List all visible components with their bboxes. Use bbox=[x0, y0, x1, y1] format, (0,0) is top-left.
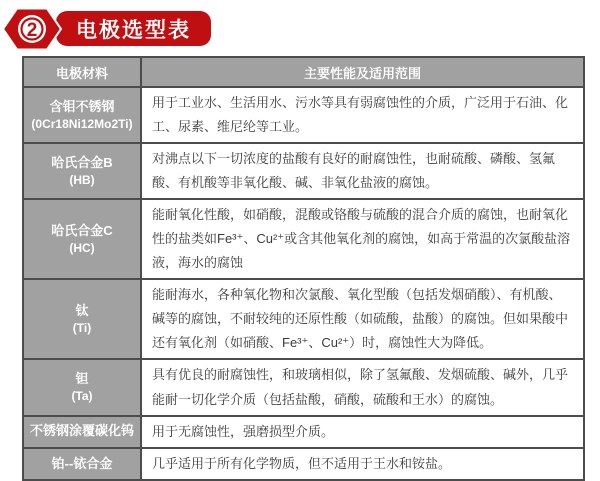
material-cell bbox=[23, 87, 141, 143]
electrode-selection-table bbox=[22, 56, 585, 481]
material-cell bbox=[23, 359, 141, 415]
material-name: 钽 bbox=[75, 371, 89, 387]
material-name: 含钼不锈钢 bbox=[49, 98, 115, 114]
description-cell: 具有优良的耐腐蚀性，和玻璃相似，除了氢氟酸、发烟硫酸、碱外，几乎能耐一切化学介质（包括盐酸，硝酸，硫酸和王水）的腐蚀。 bbox=[141, 359, 584, 415]
table-row bbox=[23, 87, 584, 143]
material-grade: (HB) bbox=[69, 172, 95, 187]
description-cell: 能耐海水，各种氧化物和次氯酸、氧化型酸（包括发烟硝酸）、有机酸、碱等的腐蚀，不耐较纯的还原性酸（如硫酸，盐酸）的腐蚀。但如果酸中还有氧化剂（如硝酸、Fe³⁺、Cu²⁺）时，腐蚀性大为降低。 bbox=[141, 279, 584, 359]
material-name: 不锈钢涂覆碳化钨 bbox=[29, 423, 134, 439]
material-name: 铂--铱合金 bbox=[51, 455, 113, 471]
table-header-row bbox=[23, 57, 584, 87]
column-header-material: 电极材料 bbox=[23, 57, 141, 87]
description-cell: 能耐氧化性酸，如硝酸，混酸或铬酸与硫酸的混合介质的腐蚀，也耐氧化性的盐类如Fe³⁺、Cu²⁺或含其他氧化剂的腐蚀，如高于常温的次氯酸盐溶液，海水的腐蚀 bbox=[141, 199, 584, 279]
table-row bbox=[23, 279, 584, 359]
material-name: 哈氏合金C bbox=[51, 222, 113, 238]
material-grade: (HC) bbox=[69, 240, 95, 255]
material-grade: (Ta) bbox=[71, 389, 93, 404]
material-grade: (Ti) bbox=[72, 321, 92, 336]
material-cell bbox=[23, 279, 141, 359]
material-cell bbox=[23, 448, 141, 480]
material-cell bbox=[23, 416, 141, 448]
material-grade: (0Cr18Ni12Mo2Ti) bbox=[31, 116, 133, 131]
description-cell: 用于工业水、生活用水、污水等具有弱腐蚀性的介质，广泛用于石油、化工、尿素、维尼纶等工业。 bbox=[141, 87, 584, 143]
material-name: 哈氏合金B bbox=[51, 154, 113, 170]
section-title-label: 电极选型表 bbox=[76, 18, 191, 42]
table-row bbox=[23, 199, 584, 279]
material-cell bbox=[23, 143, 141, 199]
table-row bbox=[23, 143, 584, 199]
section-number-badge bbox=[2, 6, 62, 52]
table-row bbox=[23, 416, 584, 448]
description-cell: 用于无腐蚀性，强磨损型介质。 bbox=[141, 416, 584, 448]
section-title bbox=[56, 11, 211, 46]
column-header-performance: 主要性能及适用范围 bbox=[141, 57, 584, 87]
material-name: 钛 bbox=[75, 302, 89, 318]
description-cell: 对沸点以下一切浓度的盐酸有良好的耐腐蚀性，也耐硫酸、磷酸、氢氟酸、有机酸等非氧化酸、碱、非氧化盐液的腐蚀。 bbox=[141, 143, 584, 199]
badge-number: 2 bbox=[26, 20, 38, 41]
description-cell: 几乎适用于所有化学物质，但不适用于王水和铵盐。 bbox=[141, 448, 584, 480]
table-row bbox=[23, 448, 584, 480]
table-row bbox=[23, 359, 584, 415]
material-cell bbox=[23, 199, 141, 279]
